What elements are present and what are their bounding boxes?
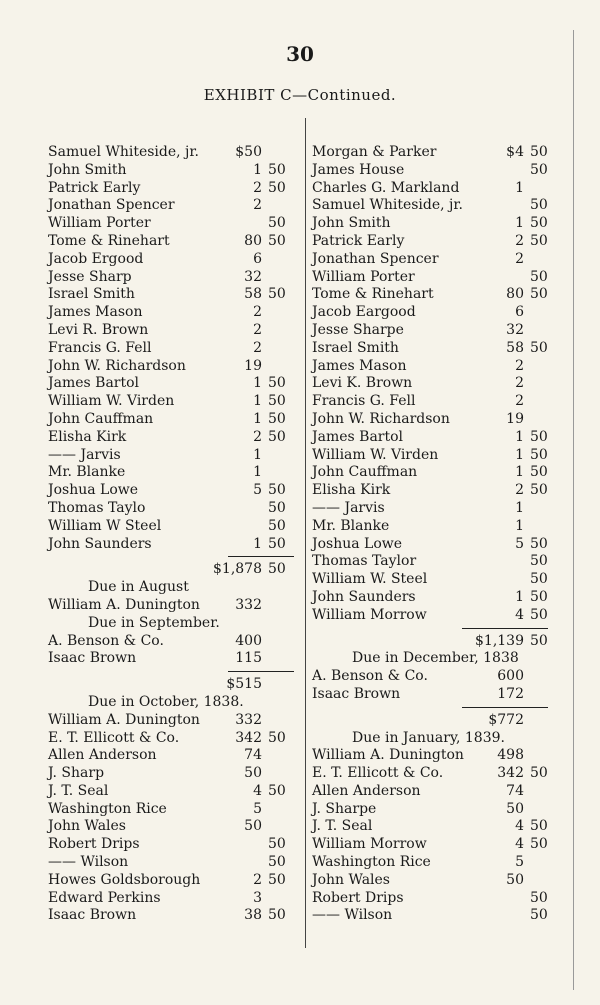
entry-name: Samuel Whiteside, jr. [312, 197, 463, 214]
ledger-entry-row [312, 500, 548, 518]
entry-dollars: 6 [515, 304, 524, 321]
entry-name: John Smith [48, 161, 127, 178]
ledger-entry-row [48, 322, 296, 340]
subtotal-rule-row [48, 553, 296, 561]
ledger-entry-row [48, 500, 296, 518]
subtotal-dollars: $1,139 [475, 632, 524, 649]
entry-dollars: 115 [235, 650, 262, 667]
entry-dollars: 19 [506, 410, 524, 427]
entry-dollars: 2 [253, 321, 262, 338]
entry-dollars: 38 [244, 907, 262, 924]
entry-cents: 50 [530, 428, 548, 445]
entry-dollars: 4 [515, 836, 524, 853]
entry-name: John Cauffman [312, 464, 418, 481]
entry-name: Jesse Sharp [48, 268, 132, 285]
entry-dollars: 342 [497, 765, 524, 782]
ledger-entry-row [48, 162, 296, 180]
entry-dollars: 58 [244, 286, 262, 303]
entry-dollars: 498 [497, 747, 524, 764]
entry-dollars: 2 [253, 197, 262, 214]
subtotal-cents: 50 [530, 632, 548, 649]
entry-name: John Wales [312, 871, 390, 888]
entry-cents: 50 [530, 765, 548, 782]
entry-cents: 50 [268, 375, 286, 392]
entry-name: Washington Rice [48, 800, 167, 817]
entry-dollars: $50 [235, 144, 262, 160]
entry-name: —— Jarvis [48, 446, 121, 463]
entry-name: Jacob Ergood [48, 250, 144, 267]
entry-dollars: 400 [235, 632, 262, 649]
ledger-entry-row [48, 818, 296, 836]
entry-name: Francis G. Fell [312, 393, 416, 410]
entry-cents: 50 [268, 215, 286, 232]
entry-dollars: 50 [506, 800, 524, 817]
subtotal-dollars: $515 [226, 676, 262, 693]
ledger-entry-row [48, 854, 296, 872]
ledger-entry-row [48, 765, 296, 783]
entry-name: James Bartol [48, 375, 140, 392]
ledger-entry-row [312, 836, 548, 854]
entry-dollars: 50 [506, 871, 524, 888]
entry-name: J. T. Seal [312, 818, 373, 835]
due-heading: Due in August [88, 579, 189, 596]
ledger-entry-row [312, 783, 548, 801]
entry-name: James Mason [312, 357, 407, 374]
entry-dollars: 1 [515, 464, 524, 481]
entry-name: John Saunders [48, 535, 152, 552]
entry-name: Tome & Rinehart [312, 286, 434, 303]
entry-cents: 50 [530, 339, 548, 356]
ledger-entry-row [312, 747, 548, 765]
ledger-entry-row [312, 215, 548, 233]
ledger-entry-row [312, 340, 548, 358]
entry-dollars: 1 [253, 446, 262, 463]
entry-cents: 50 [530, 571, 548, 588]
ledger-entry-row [48, 447, 296, 465]
entry-cents: 50 [530, 535, 548, 552]
ledger-entry-row [48, 464, 296, 482]
entry-name: William A. Dunington [312, 747, 464, 764]
entry-dollars: 1 [515, 179, 524, 196]
subtotal-rule [462, 707, 548, 708]
entry-name: William W Steel [48, 517, 162, 534]
entry-name: J. T. Seal [48, 782, 109, 799]
entry-name: Mr. Blanke [312, 517, 390, 534]
entry-dollars: 74 [506, 782, 524, 799]
entry-cents: 50 [530, 818, 548, 835]
entry-dollars: 5 [515, 535, 524, 552]
entry-cents: 50 [268, 232, 286, 249]
entry-name: William A. Dunington [48, 596, 200, 613]
due-heading-row [48, 694, 296, 712]
entry-name: Elisha Kirk [48, 428, 127, 445]
entry-name: —— Jarvis [312, 499, 385, 516]
entry-name: J. Sharpe [312, 800, 377, 817]
entry-name: Jonathan Spencer [312, 250, 439, 267]
ledger-entry-row [312, 482, 548, 500]
entry-name: Charles G. Markland [312, 179, 460, 196]
ledger-entry-row [48, 633, 296, 651]
entry-name: William Morrow [312, 836, 427, 853]
entry-name: William Porter [312, 268, 415, 285]
entry-cents: 50 [268, 286, 286, 303]
entry-name: Joshua Lowe [312, 535, 403, 552]
entry-name: —— Wilson [312, 907, 393, 924]
ledger-entry-row [48, 375, 296, 393]
entry-name: Washington Rice [312, 854, 431, 871]
subtotal-row [312, 712, 548, 730]
entry-name: Thomas Taylo [48, 499, 146, 516]
entry-dollars: 2 [253, 871, 262, 888]
entry-cents: 50 [530, 836, 548, 853]
entry-name: John W. Richardson [312, 410, 450, 427]
ledger-entry-row [312, 304, 548, 322]
entry-dollars: 2 [515, 357, 524, 374]
ledger-entry-row [312, 518, 548, 536]
entry-name: Jonathan Spencer [48, 197, 175, 214]
entry-cents: 50 [530, 464, 548, 481]
entry-dollars: 1 [515, 215, 524, 232]
ledger-entry-row [48, 411, 296, 429]
entry-name: Morgan & Parker [312, 144, 437, 160]
ledger-entry-row [312, 429, 548, 447]
entry-dollars: 1 [253, 375, 262, 392]
ledger-entry-row [312, 286, 548, 304]
entry-dollars: 50 [244, 818, 262, 835]
ledger-entry-row [312, 854, 548, 872]
entry-name: James Mason [48, 304, 143, 321]
entry-dollars: 3 [253, 889, 262, 906]
entry-name: J. Sharp [48, 765, 105, 782]
ledger-entry-row [48, 286, 296, 304]
ledger-entry-row [48, 747, 296, 765]
entry-name: James House [312, 161, 405, 178]
ledger-entry-row [312, 162, 548, 180]
entry-cents: 50 [268, 836, 286, 853]
ledger-entry-row [312, 447, 548, 465]
entry-dollars: 2 [515, 393, 524, 410]
entry-dollars: $4 [506, 144, 524, 160]
entry-dollars: 5 [253, 800, 262, 817]
ledger-entry-row [312, 686, 548, 704]
subtotal-row [48, 561, 296, 579]
entry-name: Mr. Blanke [48, 464, 126, 481]
entry-name: William W. Virden [48, 393, 175, 410]
ledger-entry-row [48, 597, 296, 615]
entry-dollars: 80 [506, 286, 524, 303]
entry-cents: 50 [268, 410, 286, 427]
entry-name: Isaac Brown [48, 907, 137, 924]
ledger-entry-row [48, 215, 296, 233]
entry-cents: 50 [268, 428, 286, 445]
ledger-entry-row [48, 712, 296, 730]
subtotal-rule-row [48, 668, 296, 676]
entry-dollars: 32 [244, 268, 262, 285]
ledger-entry-row [312, 872, 548, 890]
entry-dollars: 50 [244, 765, 262, 782]
entry-name: William Morrow [312, 606, 427, 623]
entry-dollars: 172 [497, 685, 524, 702]
entry-name: Isaac Brown [312, 685, 401, 702]
entry-name: Joshua Lowe [48, 482, 139, 499]
entry-cents: 50 [268, 729, 286, 746]
ledger-entry-row [48, 482, 296, 500]
entry-dollars: 4 [515, 818, 524, 835]
entry-dollars: 600 [497, 668, 524, 685]
entry-dollars: 19 [244, 357, 262, 374]
entry-cents: 50 [268, 871, 286, 888]
due-heading: Due in September. [88, 614, 220, 631]
entry-name: E. T. Ellicott & Co. [312, 765, 444, 782]
entry-dollars: 2 [515, 250, 524, 267]
entry-dollars: 332 [235, 596, 262, 613]
ledger-entry-row [312, 464, 548, 482]
ledger-entry-row [312, 144, 548, 162]
entry-dollars: 5 [253, 482, 262, 499]
due-heading: Due in October, 1838. [88, 693, 244, 710]
entry-cents: 50 [530, 144, 548, 160]
ledger-entry-row [48, 783, 296, 801]
ledger-entry-row [312, 358, 548, 376]
ledger-entry-row [312, 553, 548, 571]
ledger-entry-row [312, 536, 548, 554]
ledger-entry-row [312, 818, 548, 836]
ledger-entry-row [312, 571, 548, 589]
entry-cents: 50 [268, 907, 286, 924]
entry-name: Levi R. Brown [48, 321, 149, 338]
ledger-entry-row [48, 180, 296, 198]
entry-name: William Porter [48, 215, 151, 232]
entry-dollars: 1 [515, 446, 524, 463]
entry-name: Isaac Brown [48, 650, 137, 667]
right-ledger-column [312, 144, 548, 925]
entry-dollars: 80 [244, 232, 262, 249]
entry-name: William A. Dunington [48, 711, 200, 728]
entry-cents: 50 [268, 161, 286, 178]
entry-name: John Smith [312, 215, 391, 232]
entry-dollars: 1 [515, 517, 524, 534]
entry-name: Samuel Whiteside, jr. [48, 144, 199, 160]
ledger-entry-row [48, 872, 296, 890]
entry-name: Robert Drips [48, 836, 140, 853]
entry-name: Israel Smith [312, 339, 399, 356]
entry-dollars: 58 [506, 339, 524, 356]
entry-name: John W. Richardson [48, 357, 186, 374]
ledger-entry-row [48, 197, 296, 215]
entry-name: John Saunders [312, 588, 416, 605]
ledger-entry-row [48, 518, 296, 536]
ledger-entry-row [48, 304, 296, 322]
entry-dollars: 2 [253, 339, 262, 356]
due-heading-row [312, 730, 548, 748]
ledger-entry-row [48, 536, 296, 554]
ledger-entry-row [312, 907, 548, 925]
ledger-entry-row [48, 907, 296, 925]
due-heading-row [48, 615, 296, 633]
entry-dollars: 1 [515, 428, 524, 445]
entry-cents: 50 [530, 286, 548, 303]
ledger-entry-row [312, 411, 548, 429]
entry-name: Jesse Sharpe [312, 321, 404, 338]
ledger-entry-row [48, 269, 296, 287]
due-heading-row [48, 579, 296, 597]
entry-cents: 50 [530, 215, 548, 232]
ledger-entry-row [312, 233, 548, 251]
entry-dollars: 4 [253, 782, 262, 799]
ledger-entry-row [48, 144, 296, 162]
entry-dollars: 1 [253, 410, 262, 427]
entry-dollars: 4 [515, 606, 524, 623]
subtotal-rule [228, 671, 294, 672]
subtotal-dollars: $772 [488, 711, 524, 728]
ledger-entry-row [48, 429, 296, 447]
entry-cents: 50 [530, 588, 548, 605]
entry-cents: 50 [268, 517, 286, 534]
page-heading: EXHIBIT C—Continued. [203, 86, 397, 104]
entry-cents: 50 [268, 535, 286, 552]
ledger-entry-row [48, 393, 296, 411]
entry-cents: 50 [530, 889, 548, 906]
page-edge-line [573, 30, 574, 990]
entry-dollars: 2 [253, 428, 262, 445]
entry-name: Jacob Eargood [312, 304, 416, 321]
ledger-entry-row [48, 836, 296, 854]
entry-name: Francis G. Fell [48, 339, 152, 356]
entry-dollars: 2 [253, 179, 262, 196]
entry-dollars: 74 [244, 747, 262, 764]
ledger-entry-row [312, 890, 548, 908]
entry-name: Howes Goldsborough [48, 871, 201, 888]
ledger-entry-row [48, 358, 296, 376]
entry-dollars: 32 [506, 321, 524, 338]
entry-name: Thomas Taylor [312, 553, 417, 570]
ledger-entry-row [312, 375, 548, 393]
due-heading: Due in January, 1839. [352, 729, 505, 746]
entry-cents: 50 [530, 482, 548, 499]
ledger-entry-row [312, 765, 548, 783]
ledger-entry-row [312, 322, 548, 340]
entry-name: Patrick Early [312, 232, 405, 249]
entry-cents: 50 [268, 179, 286, 196]
entry-name: A. Benson & Co. [312, 668, 428, 685]
entry-cents: 50 [530, 907, 548, 924]
entry-dollars: 6 [253, 250, 262, 267]
entry-dollars: 332 [235, 711, 262, 728]
entry-name: Edward Perkins [48, 889, 161, 906]
entry-cents: 50 [530, 232, 548, 249]
ledger-entry-row [312, 393, 548, 411]
ledger-entry-row [48, 801, 296, 819]
entry-cents: 50 [268, 854, 286, 871]
entry-name: Tome & Rinehart [48, 232, 170, 249]
subtotal-rule-row [312, 625, 548, 633]
subtotal-row [48, 676, 296, 694]
entry-cents: 50 [530, 553, 548, 570]
entry-cents: 50 [530, 606, 548, 623]
entry-name: James Bartol [312, 428, 404, 445]
subtotal-rule [462, 628, 548, 629]
ledger-entry-row [48, 650, 296, 668]
entry-cents: 50 [268, 393, 286, 410]
entry-cents: 50 [530, 268, 548, 285]
ledger-entry-row [48, 890, 296, 908]
entry-dollars: 5 [515, 854, 524, 871]
subtotal-rule [228, 556, 294, 557]
entry-name: Allen Anderson [312, 782, 421, 799]
ledger-entry-row [312, 589, 548, 607]
entry-cents: 50 [530, 161, 548, 178]
page-number: 30 [286, 42, 314, 66]
entry-dollars: 2 [515, 482, 524, 499]
ledger-entry-row [312, 801, 548, 819]
ledger-entry-row [312, 668, 548, 686]
ledger-entry-row [312, 607, 548, 625]
entry-name: Levi K. Brown [312, 375, 413, 392]
due-heading-row [312, 650, 548, 668]
subtotal-rule-row [312, 704, 548, 712]
entry-cents: 50 [530, 446, 548, 463]
subtotal-row [312, 633, 548, 651]
entry-name: Robert Drips [312, 889, 404, 906]
entry-cents: 50 [268, 782, 286, 799]
entry-name: William W. Steel [312, 571, 428, 588]
ledger-entry-row [48, 233, 296, 251]
entry-dollars: 1 [515, 588, 524, 605]
entry-name: John Cauffman [48, 410, 154, 427]
left-ledger-column [48, 144, 296, 925]
entry-name: E. T. Ellicott & Co. [48, 729, 180, 746]
entry-dollars: 1 [253, 535, 262, 552]
entry-name: —— Wilson [48, 854, 129, 871]
entry-cents: 50 [268, 482, 286, 499]
ledger-entry-row [312, 180, 548, 198]
subtotal-cents: 50 [268, 561, 286, 578]
entry-dollars: 2 [515, 232, 524, 249]
entry-dollars: 342 [235, 729, 262, 746]
entry-name: A. Benson & Co. [48, 632, 164, 649]
column-divider [305, 118, 306, 948]
ledger-entry-row [48, 730, 296, 748]
due-heading: Due in December, 1838 [352, 650, 519, 667]
ledger-entry-row [48, 251, 296, 269]
entry-cents: 50 [530, 197, 548, 214]
subtotal-dollars: $1,878 [213, 561, 262, 578]
entry-dollars: 1 [515, 499, 524, 516]
entry-name: William W. Virden [312, 446, 439, 463]
entry-name: John Wales [48, 818, 126, 835]
entry-dollars: 1 [253, 161, 262, 178]
entry-dollars: 2 [253, 304, 262, 321]
ledger-entry-row [312, 197, 548, 215]
entry-name: Elisha Kirk [312, 482, 391, 499]
entry-name: Patrick Early [48, 179, 141, 196]
entry-dollars: 1 [253, 393, 262, 410]
ledger-entry-row [48, 340, 296, 358]
entry-dollars: 2 [515, 375, 524, 392]
ledger-entry-row [312, 269, 548, 287]
entry-dollars: 1 [253, 464, 262, 481]
entry-name: Israel Smith [48, 286, 135, 303]
entry-name: Allen Anderson [48, 747, 157, 764]
ledger-entry-row [312, 251, 548, 269]
entry-cents: 50 [268, 499, 286, 516]
